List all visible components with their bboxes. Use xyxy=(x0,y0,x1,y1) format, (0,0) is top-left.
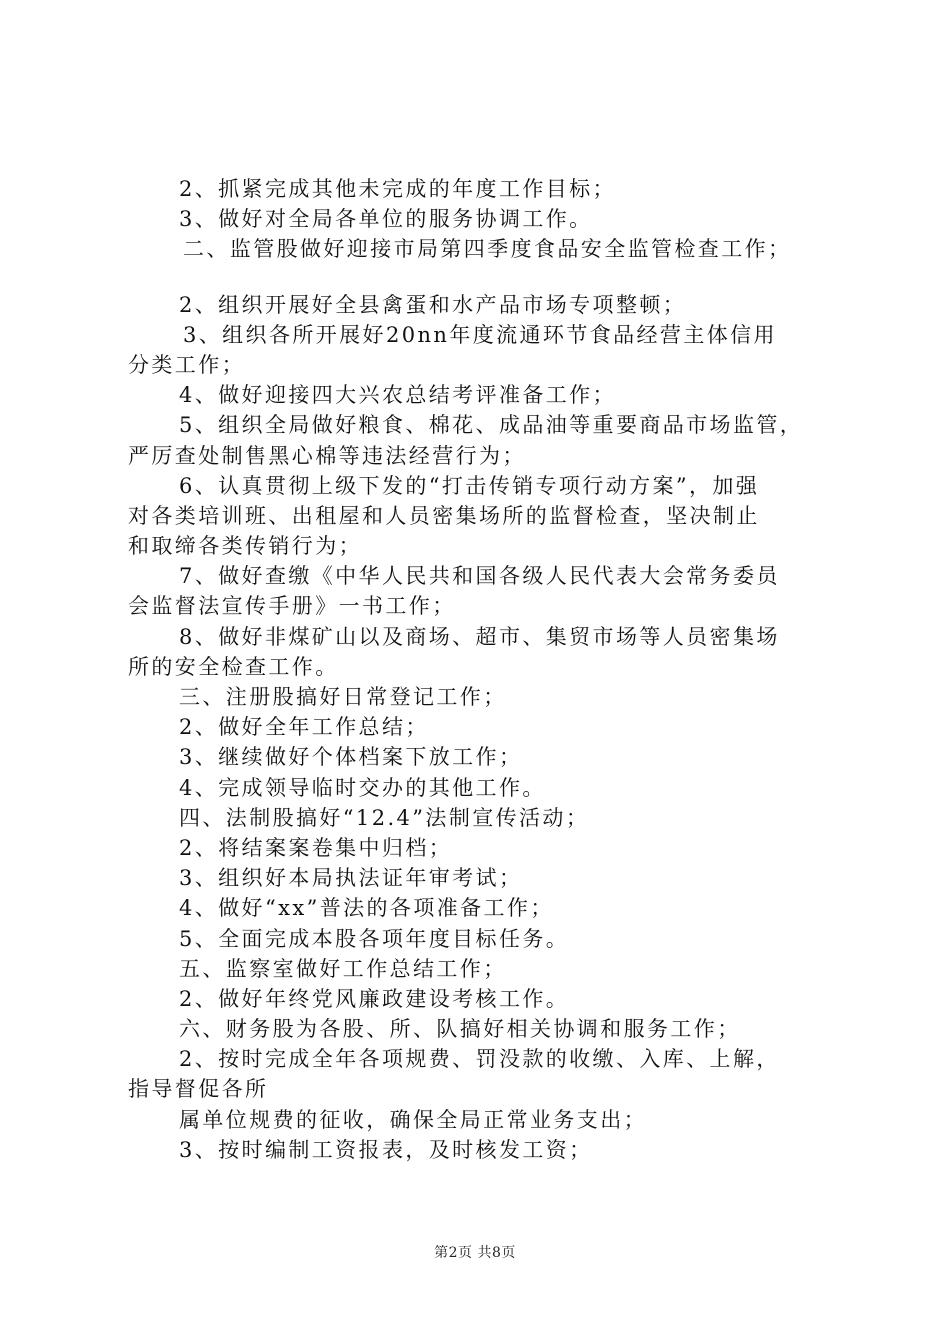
text-line: 4、完成领导临时交办的其他工作。 xyxy=(179,775,546,800)
text-line: 对各类培训班、出租屋和人员密集场所的监督检查，坚决制止 xyxy=(128,503,760,528)
text-line: 指导督促各所 xyxy=(128,1077,269,1102)
section-heading: 五、监察室做好工作总结工作； xyxy=(179,956,507,981)
text-line: 4、做好迎接四大兴农总结考评准备工作； xyxy=(179,383,616,408)
text-line: 严厉查处制售黑心棉等违法经营行为； xyxy=(128,443,526,468)
text-line: 2、将结案案卷集中归档； xyxy=(179,835,453,860)
text-line: 6、认真贯彻上级下发的“打击传销专项行动方案”，加强 xyxy=(179,473,760,498)
section-heading: 三、注册股搞好日常登记工作； xyxy=(179,685,507,709)
text-line: 所的安全检查工作。 xyxy=(128,654,339,679)
text-line: 5、全面完成本股各项年度目标任务。 xyxy=(179,926,570,951)
text-line: 属单位规费的征收，确保全局正常业务支出； xyxy=(179,1107,647,1132)
section-heading: 二、监管股做好迎接市局第四季度食品安全监管检查工作； xyxy=(183,237,792,262)
text-line: 3、组织好本局执法证年审考试； xyxy=(179,866,523,891)
text-line: 2、抓紧完成其他未完成的年度工作目标； xyxy=(179,177,616,201)
text-line: 会监督法宣传手册》一书工作； xyxy=(128,594,456,619)
text-line: 和取缔各类传销行为； xyxy=(128,534,362,559)
paragraph-gap xyxy=(128,265,842,290)
text-line: 3、做好对全局各单位的服务协调工作。 xyxy=(179,207,593,232)
document-body xyxy=(128,174,842,1165)
text-line: 2、按时完成全年各项规费、罚没款的收缴、入库、上解， xyxy=(179,1047,780,1072)
page-number-footer: 第2页 共8页 xyxy=(434,1245,516,1261)
text-line: 3、按时编制工资报表，及时核发工资； xyxy=(179,1137,593,1162)
text-line: 3、继续做好个体档案下放工作； xyxy=(179,745,523,770)
text-line: 2、做好年终党风廉政建设考核工作。 xyxy=(179,986,570,1011)
text-line: 8、做好非煤矿山以及商场、超市、集贸市场等人员密集场 xyxy=(179,624,780,649)
text-line: 3、组织各所开展好20nn年度流通环节食品经营主体信用 xyxy=(183,322,777,347)
text-line: 2、组织开展好全县禽蛋和水产品市场专项整顿； xyxy=(179,292,687,317)
text-line: 2、做好全年工作总结； xyxy=(179,715,429,740)
section-heading: 四、法制股搞好“12.4”法制宣传活动； xyxy=(179,805,590,830)
text-line: 7、做好查缴《中华人民共和国各级人民代表大会常务委员 xyxy=(179,564,780,589)
text-line: 分类工作； xyxy=(128,352,245,377)
text-line: 4、做好“xx”普法的各项准备工作； xyxy=(179,896,554,921)
section-heading: 六、财务股为各股、所、队搞好相关协调和服务工作； xyxy=(179,1017,741,1042)
text-line: 5、组织全局做好粮食、棉花、成品油等重要商品市场监管， xyxy=(179,413,804,438)
